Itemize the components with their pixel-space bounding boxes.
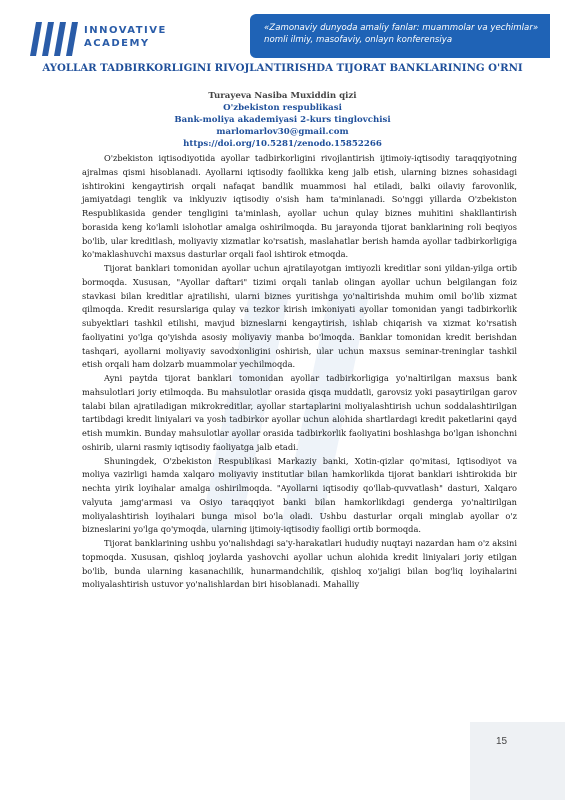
page-number-box xyxy=(470,722,565,800)
author-affiliation: Bank-moliya akademiyasi 2-kurs tinglovchisi xyxy=(174,115,391,125)
author-email[interactable]: marlomarlov30@gmail.com xyxy=(216,127,349,137)
author-block xyxy=(40,90,525,150)
innovative-academy-logo xyxy=(30,18,190,58)
article-title: AYOLLAR TADBIRKORLIGINI RIVOJLANTIRISHDA TIJORAT BANKLARINING O'RNI xyxy=(42,62,523,74)
conference-text: «Zamonaviy dunyoda amaliy fanlar: muammolar va yechimlar» nomli ilmiy, masofaviy, onlayn konferensiya xyxy=(264,23,539,45)
paragraph: Tijorat banklarining ushbu yo'nalishdagi sa'y-harakatlari hududiy nuqtayi nazardan ham o'z aksini topmoqda. Xususan, qishloq joylarda yashovchi ayollar uchun alohida kredit liniyalari joriy etilgan bo'lib, bunda ularning kasanachilik, hunarmandchilik, qishloq xo'jaligi bilan bog'liq loyihalarini moliyalashtirish ustuvor yo'nalishlardan biri hisoblanadi. Mahalliy xyxy=(82,538,517,590)
paragraph: Tijorat banklari tomonidan ayollar uchun ajratilayotgan imtiyozli kreditlar soni yildan-yilga ortib bormoqda. Xususan, "Ayollar daftari" tizimi orqali tanlab olingan ayollar uchun belgilangan foiz stavkasi bilan kreditlar ajratilishi, ularni biznes yuritishga yo'naltirishda muhim omil bo'lib xizmat qilmoqda. Kredit resurslariga qulay va tezkor kirish imkoniyati ayollar tomonidan yangi tadbirkorlik subyektlari tashkil etilishi, mavjud bizneslarni kengaytirish, ishlab chiqarish va xizmat ko'rsatish faoliyatini yo'lga qo'yishda asosiy moliyaviy manba bo'lmoqda. Banklar tomonidan kredit berishdan tashqari, ayollarni moliyaviy savodxonligini oshirish, ular uchun maxsus seminar-treninglar tashkil etish orqali ham dolzarb muammolar yechilmoqda. xyxy=(82,263,517,370)
paragraph: O'zbekiston iqtisodiyotida ayollar tadbirkorligini rivojlantirish ijtimoiy-iqtisodiy taraqqiyotning ajralmas qismi hisoblanadi. Ayollarni iqtisodiy faollikka keng jalb etish, ularning biznes sohasidagi ishtirokini kengaytirish orqali nafaqat bandlik muammosi hal etiladi, balki oilaviy farovonlik, jamiyatdagi tenglik va inklyuziv iqtisodiy o'sish ham ta'minlanadi. So'nggi yillarda O'zbekiston Respublikasida gender tengligini ta'minlash, ayollar uchun qulay biznes muhitini shakllantirish borasida keng ko'lamli islohotlar amalga oshirilmoqda. Bu jarayonda tijorat banklarining roli beqiyos bo'lib, ular kreditlash, moliyaviy xizmatlar ko'rsatish, maslahatlar berish hamda ayollar tadbirkorligiga ko'maklashuvchi maxsus dasturlar orqali faol ishtirok etmoqda. xyxy=(82,153,517,260)
author-country: O'zbekiston respublikasi xyxy=(223,103,342,113)
article-body xyxy=(82,152,517,592)
paragraph: Shuningdek, O'zbekiston Respublikasi Markaziy banki, Xotin-qizlar qo'mitasi, Iqtisodiyot va moliya vazirligi hamda xalqaro moliyaviy institutlar bilan hamkorlikda tijorat banklari ishtirokida bir nechta yirik loyihalar amalga oshirilmoqda. "Ayollarni iqtisodiy qo'llab-quvvatlash" dasturi, Xalqaro valyuta jamg'armasi va Osiyo taraqqiyot banki bilan hamkorlikdagi genderga yo'naltirilgan moliyalashtirish loyihalari bunga misol bo'la oladi. Ushbu dasturlar orqali minglab ayollar o'z bizneslarini yo'lga qo'ymoqda, ularning ijtimoiy-iqtisodiy faolligi ortib bormoqda. xyxy=(82,455,517,535)
author-name: Turayeva Nasiba Muxiddin qizi xyxy=(208,91,357,101)
conference-banner xyxy=(250,14,550,58)
doi-link[interactable]: https://doi.org/10.5281/zenodo.15852266 xyxy=(183,139,382,149)
page-number: 15 xyxy=(496,736,508,747)
paragraph: Ayni paytda tijorat banklari tomonidan ayollar tadbirkorligiga yo'naltirilgan maxsus bank mahsulotlari joriy etilmoqda. Bu mahsulotlar orasida qisqa muddatli, garovsiz yoki pasaytirilgan garov talabi bilan ajratiladigan mikrokreditlar, ayollar startaplarini moliyalashtirish uchun soddalashtirilgan tartibdagi kredit liniyalari va yosh tadbirkor ayollar uchun alohida shartlardagi kredit paketlarini qayd etish mumkin. Bunday mahsulotlar ayollar orasida tadbirkorlik faoliyatini boshlashga bo'lgan ishonchni oshirib, ularni rasmiy iqtisodiy faoliyatga jalb etadi. xyxy=(82,373,517,452)
logo-text xyxy=(84,24,167,50)
logo-line-1: INNOVATIVE xyxy=(84,25,167,36)
logo-line-2: ACADEMY xyxy=(84,38,150,49)
logo-bars-icon xyxy=(30,22,80,56)
